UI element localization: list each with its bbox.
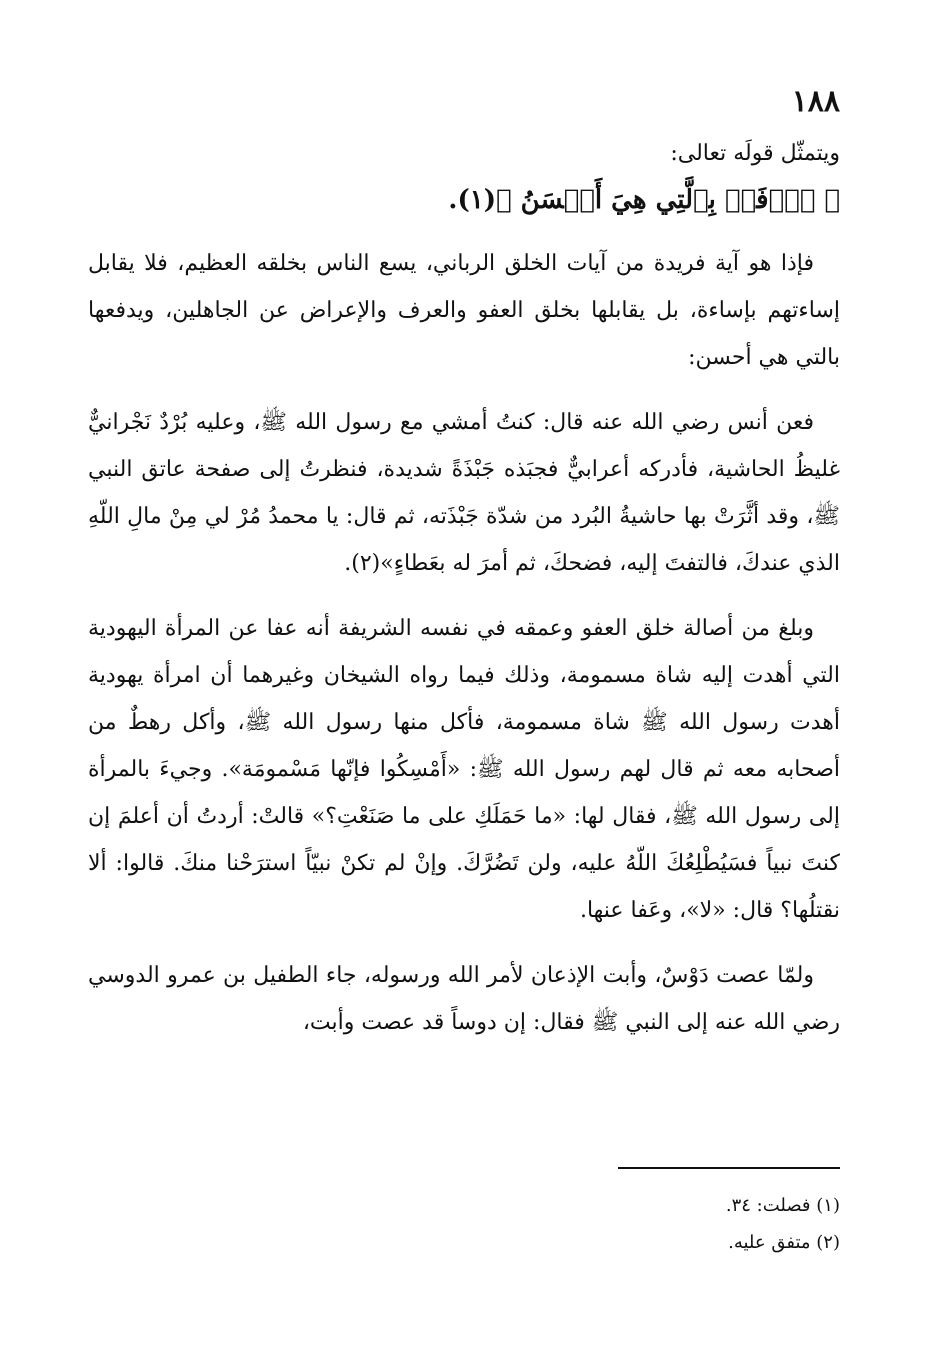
- paragraph-2: فعن أنس رضي الله عنه قال: كنتُ أمشي مع رسول الله ﷺ، وعليه بُرْدٌ نَجْرانيٌّ غليظُ الحاشية، فأدركه أعرابيٌّ فجبَذه جَبْذَةً شديدة، فنظرتُ إلى صفحة عاتق النبي ﷺ، وقد أثَّرَتْ بها حاشيةُ البُرد من شدّة جَبْذَته، ثم قال: يا محمدُ مُرْ لي مِنْ مالِ اللّهِ الذي عندكَ، فالتفتَ إليه، فضحكَ، ثم أمرَ له بعَطاءٍ»(٢).: [88, 410, 840, 576]
- footnote-2: (٢) متفق عليه.: [728, 1232, 840, 1253]
- paragraph-3: وبلغ من أصالة خلق العفو وعمقه في نفسه الشريفة أنه عفا عن المرأة اليهودية التي أهدت إليه شاة مسمومة، وذلك فيما رواه الشيخان وغيرهما أن امرأة يهودية أهدت رسول الله ﷺ شاة مسمومة، فأكل منها رسول الله ﷺ، وأكل رهطٌ من أصحابه معه ثم قال لهم رسول الله ﷺ: «أَمْسِكُوا فإنّها مَسْمومَة». وجيءَ بالمرأة إلى رسول الله ﷺ، فقال لها: «ما حَمَلَكِ على ما صَنَعْتِ؟» قالتْ: أردتُ أن أعلمَ إن كنتَ نبياً فسَيُطْلِعُكَ اللّهُ عليه، ولن تَضُرَّكَ. وإنْ لم تكنْ نبيّاً استرَحْنا منكَ. قالوا: ألا نقتلُها؟ قال: «لا»، وعَفا عنها.: [88, 616, 840, 923]
- quran-verse: ﴿ ٱدۡفَعۡ بِٱلَّتِي هِيَ أَحۡسَنُ ﴾(١).: [448, 185, 840, 215]
- paragraph-4: ولمّا عصت دَوْسٌ، وأبت الإذعان لأمر الله ورسوله، جاء الطفيل بن عمرو الدوسي رضي الله عنه إلى النبي ﷺ فقال: إن دوساً قد عصت وأبت،: [88, 963, 840, 1035]
- page-number: ١٨٨: [791, 84, 840, 119]
- footnotes: [88, 1187, 840, 1261]
- paragraph-1: فإذا هو آية فريدة من آيات الخلق الرباني، يسع الناس بخلقه العظيم، فلا يقابل إساءتهم بإساءة، بل يقابلها بخلق العفو والعرف والإعراض عن الجاهلين، ويدفعها بالتي هي أحسن:: [88, 251, 840, 370]
- main-text: [88, 130, 840, 1064]
- footnote-1: (١) فصلت: ٣٤.: [725, 1195, 840, 1216]
- footnote-divider: [618, 1167, 840, 1169]
- intro-line: ويتمثّل قولَه تعالى:: [670, 141, 840, 166]
